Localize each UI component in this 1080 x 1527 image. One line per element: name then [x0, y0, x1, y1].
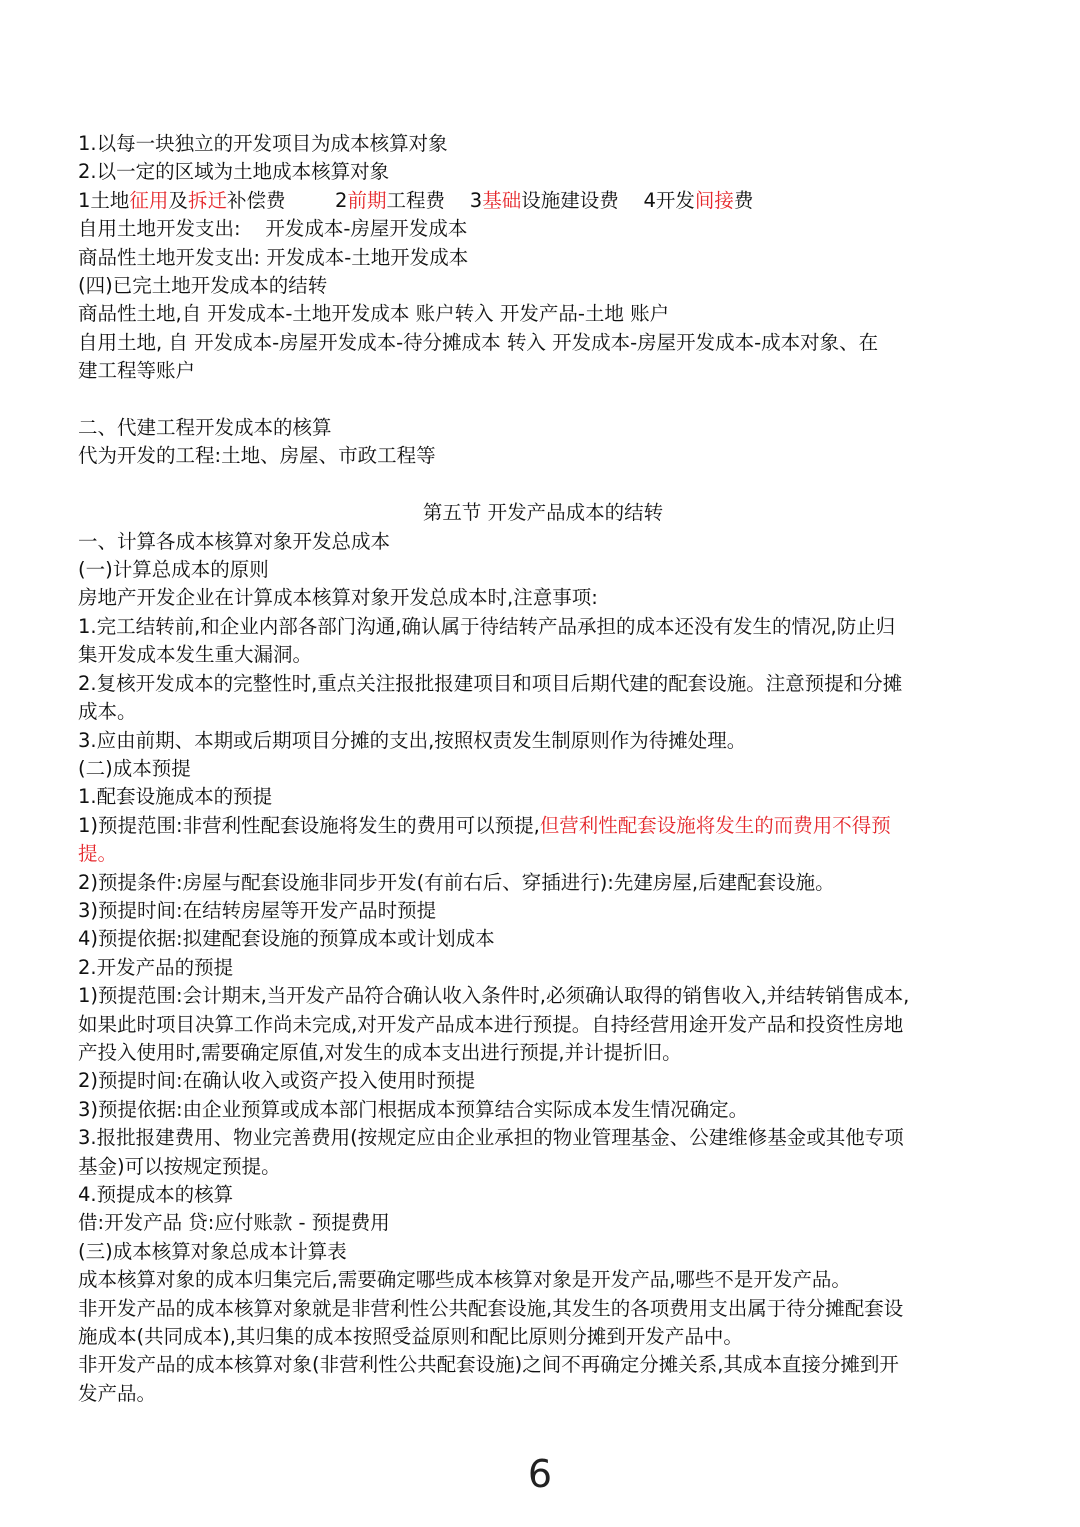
- text-line: [78, 1011, 1008, 1039]
- highlighted-text: 前期: [347, 188, 387, 212]
- text-segment: 3.报批报建费用、物业完善费用(按规定应由企业承担的物业管理基金、公建维修基金或其他专项: [78, 1126, 904, 1150]
- text-line: [78, 1124, 1008, 1152]
- text-segment: 发产品。: [78, 1381, 157, 1405]
- text-line: [78, 130, 1008, 158]
- text-line: [78, 215, 1008, 243]
- text-segment: 2.以一定的区域为土地成本核算对象: [78, 160, 390, 184]
- text-line: [78, 1295, 1008, 1323]
- text-line: [78, 357, 1008, 385]
- text-segment: 设施建设费 4开发: [521, 188, 695, 212]
- text-line: [78, 1238, 1008, 1266]
- text-line: [78, 755, 1008, 783]
- highlighted-text: 基础: [482, 188, 522, 212]
- text-segment: 成本核算对象的成本归集完后,需要确定哪些成本核算对象是开发产品,哪些不是开发产品。: [78, 1268, 851, 1292]
- text-line: [78, 187, 1008, 215]
- text-segment: 4.预提成本的核算: [78, 1183, 234, 1206]
- text-line: [78, 556, 1008, 584]
- text-line: [78, 1209, 1008, 1237]
- text-line: [78, 840, 1008, 868]
- text-segment: 产投入使用时,需要确定原值,对发生的成本支出进行预提,并计提折旧。: [78, 1040, 682, 1064]
- text-line: [78, 1096, 1008, 1124]
- text-segment: 代为开发的工程:土地、房屋、市政工程等: [78, 444, 436, 468]
- text-segment: 二、代建工程开发成本的核算: [78, 416, 332, 440]
- text-segment: 非开发产品的成本核算对象(非营利性公共配套设施)之间不再确定分摊关系,其成本直接分摊到开: [78, 1353, 899, 1377]
- text-segment: 建工程等账户: [78, 359, 196, 383]
- text-segment: 1土地: [78, 188, 130, 212]
- text-line: [78, 925, 1008, 953]
- text-line: [78, 613, 1008, 641]
- text-line: [78, 244, 1008, 272]
- text-segment: 施成本(共同成本),其归集的成本按照受益原则和配比原则分摊到开发产品中。: [78, 1325, 743, 1349]
- text-line: [78, 1266, 1008, 1294]
- text-line: [78, 670, 1008, 698]
- text-line: [78, 329, 1008, 357]
- text-segment: 2)预提条件:房屋与配套设施非同步开发(有前右后、穿插进行):先建房屋,后建配套设施。: [78, 870, 835, 894]
- text-segment: 2.开发产品的预提: [78, 955, 234, 979]
- text-segment: 自用土地开发支出: 开发成本-房屋开发成本: [78, 217, 468, 241]
- text-segment: 工程费 3: [386, 188, 483, 212]
- text-segment: 2.复核开发成本的完整性时,重点关注报批报建项目和项目后期代建的配套设施。注意预提和分摊: [78, 671, 903, 695]
- text-segment: 费: [733, 188, 754, 212]
- section-heading: [78, 499, 1008, 527]
- blank-line: [78, 386, 1008, 414]
- text-segment: 借:开发产品 贷:应付账款 - 预提费用: [78, 1211, 390, 1235]
- text-line: [78, 869, 1008, 897]
- text-segment: (二)成本预提: [78, 756, 191, 780]
- text-line: [78, 783, 1008, 811]
- text-line: [78, 641, 1008, 669]
- text-segment: 1)预提范围:会计期末,当开发产品符合确认收入条件时,必须确认取得的销售收入,并结转销售成本,: [78, 984, 910, 1008]
- text-segment: 房地产开发企业在计算成本核算对象开发总成本时,注意事项:: [78, 586, 598, 610]
- text-segment: 商品性土地,自 开发成本-土地开发成本 账户转入 开发产品-土地 账户: [78, 302, 670, 326]
- document-body: [78, 130, 1008, 1408]
- text-segment: (四)已完土地开发成本的结转: [78, 274, 328, 298]
- text-segment: 1.配套设施成本的预提: [78, 785, 273, 809]
- text-line: [78, 272, 1008, 300]
- text-line: [78, 1351, 1008, 1379]
- text-segment: (一)计算总成本的原则: [78, 558, 269, 582]
- text-line: [78, 727, 1008, 755]
- text-line: [78, 897, 1008, 925]
- text-line: [78, 1323, 1008, 1351]
- text-line: [78, 584, 1008, 612]
- text-segment: 1)预提范围:非营利性配套设施将发生的费用可以预提,: [78, 813, 540, 837]
- text-line: [78, 1181, 1008, 1209]
- text-segment: 商品性土地开发支出: 开发成本-土地开发成本: [78, 245, 469, 269]
- text-segment: 第五节 开发产品成本的结转: [422, 501, 664, 525]
- text-segment: 4)预提依据:拟建配套设施的预算成本或计划成本: [78, 927, 495, 951]
- text-segment: 一、计算各成本核算对象开发总成本: [78, 529, 391, 553]
- text-line: [78, 1380, 1008, 1408]
- text-segment: 成本。: [78, 700, 137, 724]
- text-line: [78, 414, 1008, 442]
- text-line: [78, 954, 1008, 982]
- text-segment: 集开发成本发生重大漏洞。: [78, 643, 313, 667]
- highlighted-text: 征用: [129, 188, 169, 212]
- text-segment: 3)预提时间:在结转房屋等开发产品时预提: [78, 898, 437, 922]
- text-line: [78, 812, 1008, 840]
- text-segment: 1.完工结转前,和企业内部各部门沟通,确认属于待结转产品承担的成本还没有发生的情况,防止归: [78, 614, 896, 638]
- text-line: [78, 698, 1008, 726]
- text-segment: 补偿费 2: [226, 188, 348, 212]
- text-segment: 1.以每一块独立的开发项目为成本核算对象: [78, 132, 448, 155]
- highlighted-text: 但营利性配套设施将发生的而费用不得预: [539, 813, 891, 837]
- text-segment: 及: [168, 188, 188, 212]
- text-line: [78, 528, 1008, 556]
- text-segment: 基金)可以按规定预提。: [78, 1154, 281, 1178]
- blank-line: [78, 471, 1008, 499]
- text-segment: 如果此时项目决算工作尚未完成,对开发产品成本进行预提。自持经营用途开发产品和投资性房地: [78, 1012, 904, 1036]
- text-line: [78, 1039, 1008, 1067]
- text-line: [78, 300, 1008, 328]
- text-line: [78, 442, 1008, 470]
- text-segment: (三)成本核算对象总成本计算表: [78, 1239, 347, 1263]
- highlighted-text: 拆迁: [187, 188, 227, 212]
- text-line: [78, 1153, 1008, 1181]
- highlighted-text: 提。: [78, 842, 118, 866]
- text-segment: 3.应由前期、本期或后期项目分摊的支出,按照权责发生制原则作为待摊处理。: [78, 728, 747, 752]
- text-line: [78, 158, 1008, 186]
- text-segment: 3)预提依据:由企业预算或成本部门根据成本预算结合实际成本发生情况确定。: [78, 1097, 749, 1121]
- highlighted-text: 间接: [694, 188, 734, 212]
- text-segment: 2)预提时间:在确认收入或资产投入使用时预提: [78, 1069, 476, 1093]
- text-segment: 非开发产品的成本核算对象就是非营利性公共配套设施,其发生的各项费用支出属于待分摊配套设: [78, 1296, 904, 1320]
- text-segment: 自用土地, 自 开发成本-房屋开发成本-待分摊成本 转入 开发成本-房屋开发成本-成本对象、在: [78, 330, 879, 354]
- page-number: 6: [527, 1452, 553, 1496]
- text-line: [78, 982, 1008, 1010]
- text-line: [78, 1067, 1008, 1095]
